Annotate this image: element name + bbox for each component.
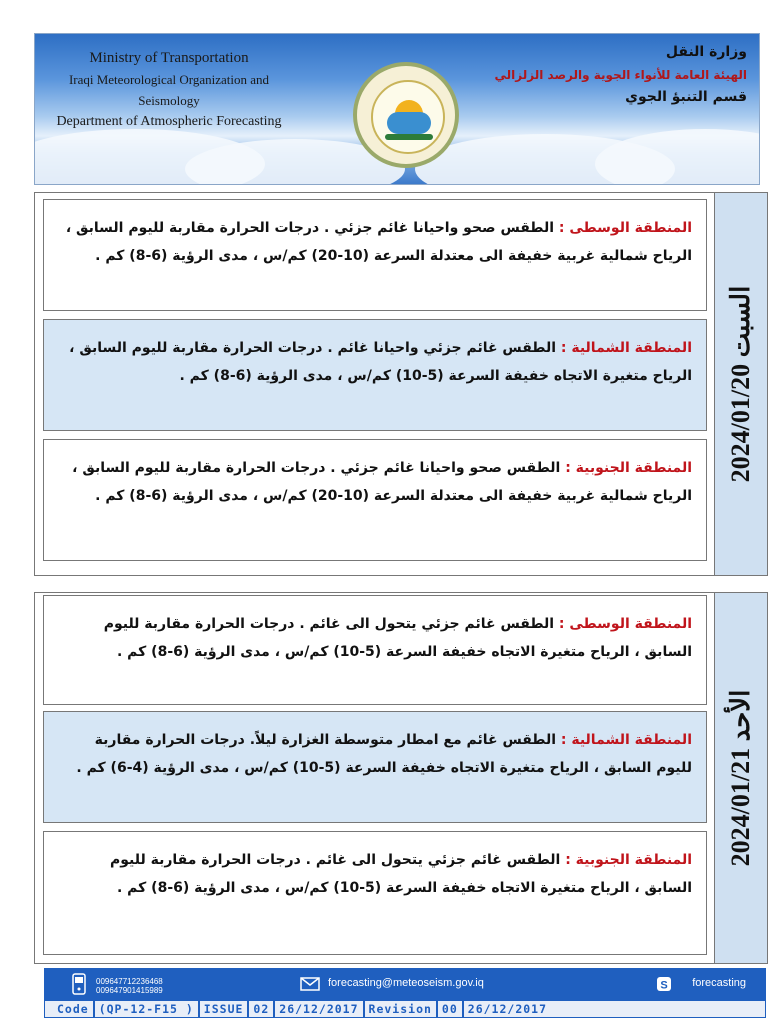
skype-icon bbox=[656, 976, 672, 992]
phone-2: 009647901415989 bbox=[96, 986, 163, 995]
revision-value: 00 bbox=[438, 1001, 464, 1017]
footer bbox=[44, 968, 766, 1020]
forecast-text: الطقس غائم جزئي واحيانا غائم . درجات الحرارة مقاربة لليوم السابق ، الرياح متغيرة الاتجاه خفيفة السرعة (5-10) كم/س ، مدى الرؤية (6-8) كم . bbox=[69, 340, 692, 384]
region-name: المنطقة الوسطى : bbox=[558, 220, 692, 236]
letterhead-banner bbox=[34, 33, 760, 185]
day-panel-1 bbox=[34, 192, 768, 576]
footer-contact-bar bbox=[44, 968, 766, 1000]
forecast-box-south bbox=[43, 439, 707, 561]
phone-1: 009647712236468 bbox=[96, 977, 163, 986]
forecast-text: الطقس غائم جزئي يتحول الى غائم . درجات الحرارة مقاربة لليوم السابق ، الرياح متغيرة الاتجاه خفيفة السرعة (5-10) كم/س ، مدى الرؤية (6-8) كم . bbox=[109, 852, 692, 896]
header-ministry-en: Ministry of Transportation bbox=[89, 50, 249, 66]
issue-label: ISSUE bbox=[200, 1001, 250, 1017]
day-date-label: الأحد 2024/01/21 bbox=[726, 689, 755, 867]
forecast-box-north bbox=[43, 319, 707, 431]
svg-text:S: S bbox=[660, 979, 668, 992]
phone-icon bbox=[72, 973, 86, 995]
forecast-text: الطقس صحو واحيانا غائم جزئي . درجات الحرارة مقاربة لليوم السابق ، الرياح شمالية غربية خفيفة الى معتدلة السرعة (10-20) كم/س ، مدى الرؤية (6-8) كم . bbox=[72, 460, 692, 504]
document-control-bar bbox=[44, 1000, 766, 1018]
header-department-en: Department of Atmospheric Forecasting bbox=[56, 114, 282, 129]
header-english bbox=[49, 48, 289, 132]
header-organization-ar: الهيئة العامة للأنواء الجوية والرصد الزلزالي bbox=[494, 68, 747, 82]
code-value: (QP-12-F15 ) bbox=[95, 1001, 200, 1017]
day-label-column bbox=[714, 593, 767, 963]
forecast-box-north bbox=[43, 711, 707, 823]
contact-email[interactable]: forecasting@meteoseism.gov.iq bbox=[328, 977, 484, 989]
phone-numbers bbox=[96, 977, 163, 995]
header-arabic bbox=[487, 40, 747, 108]
revision-label: Revision bbox=[365, 1001, 438, 1017]
issue-value: 02 bbox=[249, 1001, 275, 1017]
day-date-label: السبت 2024/01/20 bbox=[726, 285, 755, 483]
header-department-ar: قسم التنبؤ الجوي bbox=[625, 89, 747, 105]
region-name: المنطقة الشمالية : bbox=[560, 340, 692, 356]
skype-handle: forecasting bbox=[692, 977, 746, 989]
region-name: المنطقة الجنوبية : bbox=[565, 852, 692, 868]
forecast-text: الطقس صحو واحيانا غائم جزئي . درجات الحرارة مقاربة لليوم السابق ، الرياح شمالية غربية خفيفة الى معتدلة السرعة (10-20) كم/س ، مدى الرؤية (6-8) كم . bbox=[65, 220, 692, 264]
day-label-column bbox=[714, 193, 767, 575]
envelope-icon bbox=[300, 977, 320, 991]
organization-logo bbox=[353, 62, 459, 168]
region-name: المنطقة الشمالية : bbox=[560, 732, 692, 748]
day-panel-2 bbox=[34, 592, 768, 964]
header-ministry-ar: وزارة النقل bbox=[665, 44, 747, 60]
header-organization-en: Iraqi Meteorological Organization and Seismology bbox=[68, 72, 270, 108]
revision-date: 26/12/2017 bbox=[467, 1002, 548, 1016]
forecast-text: الطقس غائم مع امطار متوسطة الغزارة ليلاً. درجات الحرارة مقاربة لليوم السابق ، الرياح متغيرة الاتجاه خفيفة السرعة (5-10) كم/س ، مدى الرؤية (4-6) كم . bbox=[76, 732, 692, 776]
forecast-box-central bbox=[43, 199, 707, 311]
region-name: المنطقة الجنوبية : bbox=[565, 460, 692, 476]
region-name: المنطقة الوسطى : bbox=[558, 616, 692, 632]
forecast-box-central bbox=[43, 595, 707, 705]
issue-date: 26/12/2017 bbox=[275, 1001, 364, 1017]
forecast-box-south bbox=[43, 831, 707, 955]
forecast-text: الطقس غائم جزئي يتحول الى غائم . درجات الحرارة مقاربة لليوم السابق ، الرياح متغيرة الاتجاه خفيفة السرعة (5-10) كم/س ، مدى الرؤية (6-8) كم . bbox=[103, 616, 692, 660]
code-label: Code bbox=[45, 1001, 95, 1017]
